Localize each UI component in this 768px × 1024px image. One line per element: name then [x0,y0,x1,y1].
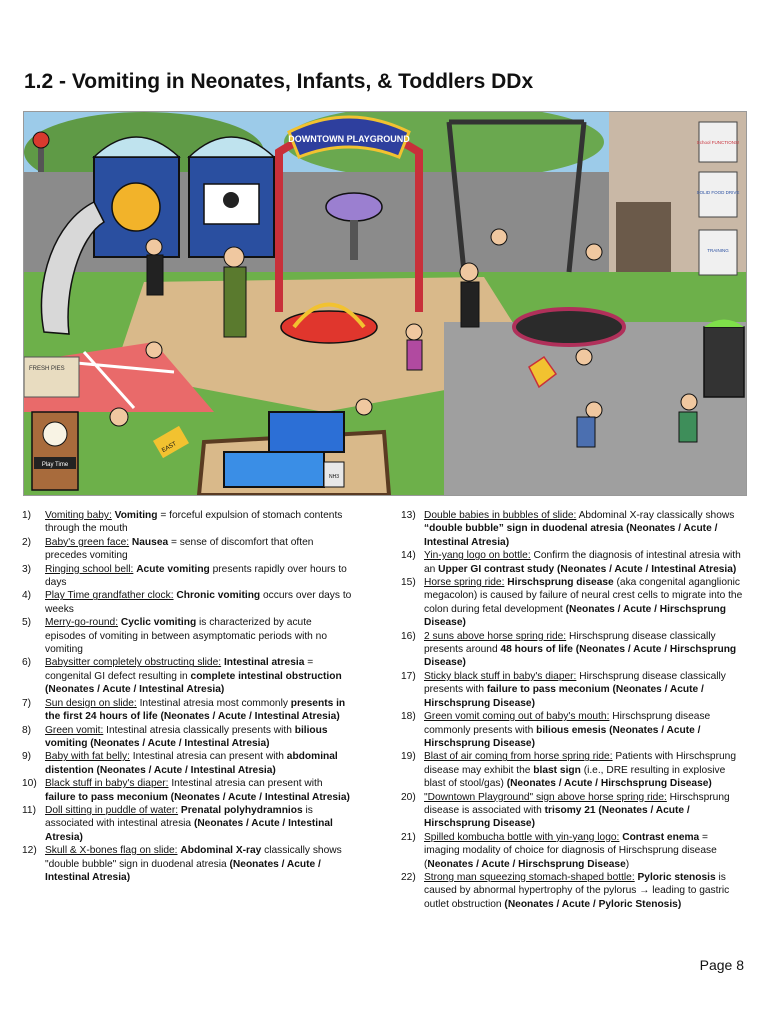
list-item: 10) Black stuff in baby's diaper: Intestinal atresia can present with failure to pass meconium (Neonates / Acute / Intestinal Atresia) [22,778,350,803]
list-item: 20) "Downtown Playground" sign above horse spring ride: Hirschsprung disease is associated with trisomy 21 (Neonates / Acute / Hirschsprung Disease) [401,791,730,830]
list-item: 11) Doll sitting in puddle of water: Prenatal polyhydramnios is associated with intestinal atresia (Neonates / Acute / Intestinal Atresia) [22,804,333,843]
poster-training: TRAINING [707,248,729,253]
playground-sign: DOWNTOWN PLAYGROUND [288,134,410,144]
ddx-list-right [401,509,746,911]
poster-solid-food-drive: SOLID FOOD DRIVE [696,190,740,195]
list-item: 9) Baby with fat belly: Intestinal atresia can present with abdominal distention (Neonates / Acute / Intestinal Atresia) [22,751,338,776]
ddx-list-left [22,509,355,884]
list-item: 19) Blast of air coming from horse spring ride: Patients with Hirschsprung disease may exhibit the blast sign (i.e., DRE resulting in explosive blast of stool/gas) (Neonates / Acute / Hirschsprung Disease) [401,751,736,790]
list-item: 7) Sun design on slide: Intestinal atresia most commonly presents in the first 24 hours of life (Neonates / Acute / Intestinal Atresia) [22,697,346,723]
list-item: 12) Skull & X-bones flag on slide: Abdominal X-ray classically shows "double bubble" sign in duodenal atresia (Neonates / Acute / Intestinal Atresia) [22,845,342,883]
list-item: 21) Spilled kombucha bottle with yin-yang logo: Contrast enema = imaging modality of choice for diagnosis of Hirschsprung disease (Neonates / Acute / Hirschsprung Disease) [401,831,717,870]
list-item: 5) Merry-go-round: Cyclic vomiting is characterized by acute episodes of vomiting in between asymptomatic periods with no vomiting [22,617,328,656]
list-item: 22) Strong man squeezing stomach-shaped bottle: Pyloric stenosis is caused by abnormal hypertrophy of the pylorus → leading to gastric outlet obstruction (Neonates / Acute / Pyloric Stenosis) [401,871,730,910]
list-item: 3) Ringing school bell: Acute vomiting presents rapidly over hours to days [22,563,347,589]
poster-school-functions: School FUNCTIONS! [696,140,740,145]
list-item: 17) Sticky black stuff in baby's diaper: Hirschsprung disease classically presents with failure to pass meconium (Neonates / Acute / Hirschsprung Disease) [401,670,726,709]
list-item: 6) Babysitter completely obstructing slide: Intestinal atresia = congenital GI defect resulting in complete intestinal obstruction (Neonates / Acute / Intestinal Atresia) [22,657,342,696]
list-item: 4) Play Time grandfather clock: Chronic vomiting occurs over days to weeks [22,590,352,615]
list-item: 16) 2 suns above horse spring ride: Hirschsprung disease classically presents around 48 hours of life (Neonates / Acute / Hirschsprung Disease) [401,630,737,669]
nh3-label: NH3 [328,474,340,480]
clock-label: Play Time [41,462,69,468]
list-item: 14) Yin-yang logo on bottle: Confirm the diagnosis of intestinal atresia with an Upper GI contrast study (Neonates / Acute / Intestinal Atresia) [401,550,741,575]
list-item: 2) Baby's green face: Nausea = sense of discomfort that often precedes vomiting [22,536,314,562]
list-item: 18) Green vomit coming out of baby's mouth: Hirschsprung disease commonly presents with bilious emesis (Neonates / Acute / Hirschsprung Disease) [401,711,711,749]
pizza-box-label: FRESH PIES [29,366,65,372]
list-item: 13) Double babies in bubbles of slide: Abdominal X-ray classically shows “double bubble” sign in duodenal atresia (Neonates / Acute / Intestinal Atresia) [401,510,735,548]
list-item: 15) Horse spring ride: Hirschsprung disease (aka congenital aganglionic megacolon) is caused by failure of neural crest cells to migrate into the colon during fetal development (Neonates / Acute / Hirschsprung Disease) [401,577,743,629]
sandwich-label: EAST [161,441,178,455]
page-number: Page 8 [699,957,744,973]
playground-illustration [23,111,747,496]
list-item: 1) Vomiting baby: Vomiting = forceful expulsion of stomach contents through the mouth [22,510,343,535]
list-item: 8) Green vomit: Intestinal atresia classically presents with bilious vomiting (Neonates / Acute / Intestinal Atresia) [22,724,328,749]
page-title: 1.2 - Vomiting in Neonates, Infants, & Toddlers DDx [24,70,534,93]
